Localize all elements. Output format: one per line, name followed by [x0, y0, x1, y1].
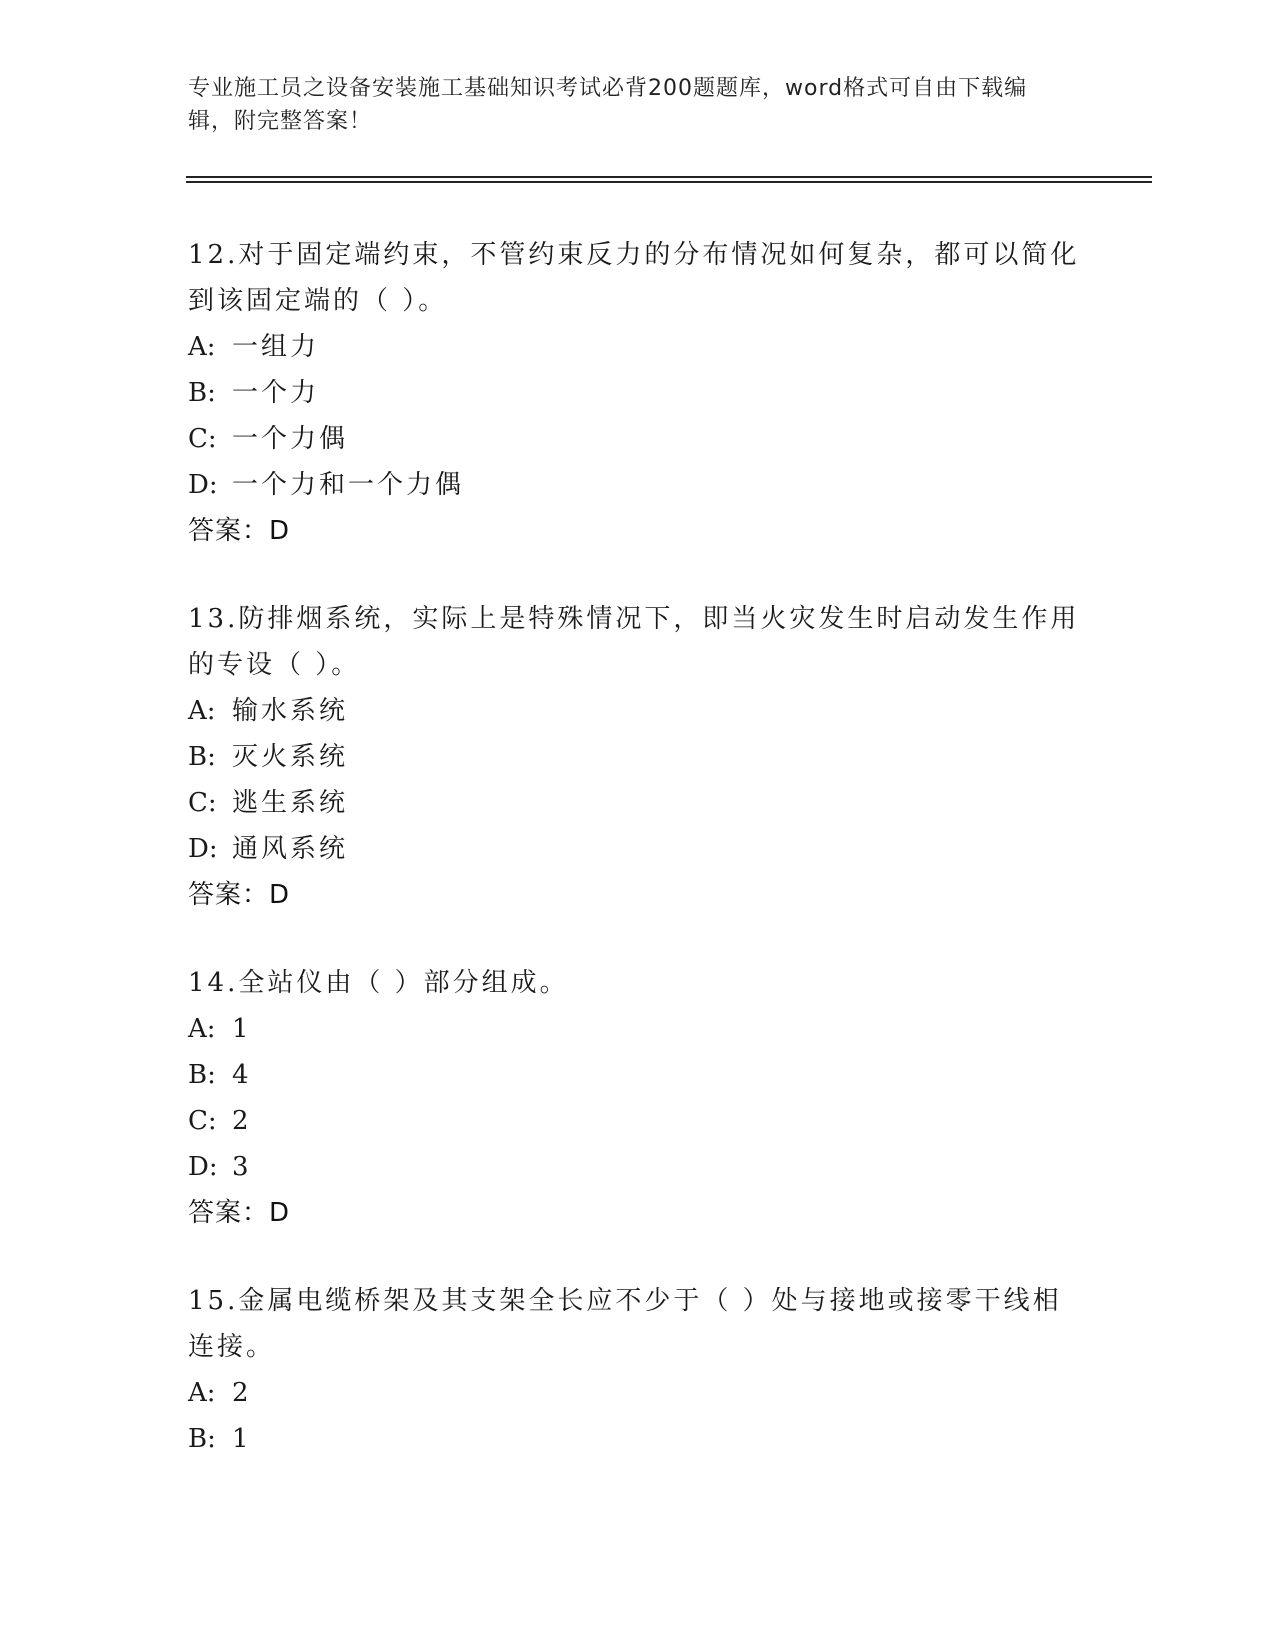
option-d: [188, 462, 1088, 508]
option-a: [188, 1370, 1088, 1416]
option-text: 2: [232, 1106, 252, 1136]
answer-label: 答案：D: [188, 1198, 291, 1228]
option-text: 3: [232, 1152, 252, 1182]
option-text: 一个力: [232, 378, 320, 408]
header-divider-top: [186, 176, 1152, 178]
option-text: 1: [232, 1424, 252, 1454]
option-text: 4: [232, 1060, 252, 1090]
option-d: [188, 1144, 1088, 1190]
question-13: [188, 596, 1088, 918]
header-divider-bottom: [186, 181, 1152, 183]
question-stem: 13.防排烟系统，实际上是特殊情况下，即当火灾发生时启动发生作用的专设（ ）。: [188, 604, 1080, 680]
option-letter: A:: [188, 1014, 216, 1044]
option-text: 通风系统: [232, 834, 349, 864]
question-list: [188, 232, 1088, 1504]
option-letter: A:: [188, 1378, 216, 1408]
option-letter: C:: [188, 1106, 217, 1136]
option-a: [188, 324, 1088, 370]
option-text: 一个力和一个力偶: [232, 470, 465, 500]
option-a: [188, 1006, 1088, 1052]
question-stem: 12.对于固定端约束，不管约束反力的分布情况如何复杂，都可以简化到该固定端的（ ）。: [188, 240, 1080, 316]
question-12: [188, 232, 1088, 554]
option-b: [188, 1416, 1088, 1462]
option-text: 输水系统: [232, 696, 349, 726]
option-letter: A:: [188, 332, 216, 362]
question-stem: 14.全站仪由（ ）部分组成。: [188, 968, 569, 998]
option-letter: B:: [188, 742, 216, 772]
option-c: [188, 416, 1088, 462]
answer-label: 答案：D: [188, 880, 291, 910]
option-letter: B:: [188, 1424, 216, 1454]
option-text: 一组力: [232, 332, 320, 362]
option-b: [188, 734, 1088, 780]
question-14: [188, 960, 1088, 1236]
question-stem: 15.金属电缆桥架及其支架全长应不少于（ ）处与接地或接零干线相连接。: [188, 1286, 1062, 1362]
option-letter: D:: [188, 470, 218, 500]
option-a: [188, 688, 1088, 734]
option-text: 2: [232, 1378, 252, 1408]
option-d: [188, 826, 1088, 872]
option-text: 一个力偶: [232, 424, 349, 454]
option-letter: B:: [188, 378, 216, 408]
option-letter: B:: [188, 1060, 216, 1090]
option-text: 逃生系统: [232, 788, 349, 818]
question-15: [188, 1278, 1088, 1462]
option-letter: D:: [188, 834, 218, 864]
option-letter: D:: [188, 1152, 218, 1182]
option-c: [188, 780, 1088, 826]
option-text: 灭火系统: [232, 742, 349, 772]
option-b: [188, 370, 1088, 416]
option-text: 1: [232, 1014, 252, 1044]
option-letter: C:: [188, 788, 217, 818]
option-letter: A:: [188, 696, 216, 726]
page-title: 专业施工员之设备安装施工基础知识考试必背200题题库，word格式可自由下载编辑，附完整答案！: [188, 76, 1028, 134]
answer-label: 答案：D: [188, 516, 291, 546]
option-letter: C:: [188, 424, 217, 454]
option-c: [188, 1098, 1088, 1144]
option-b: [188, 1052, 1088, 1098]
